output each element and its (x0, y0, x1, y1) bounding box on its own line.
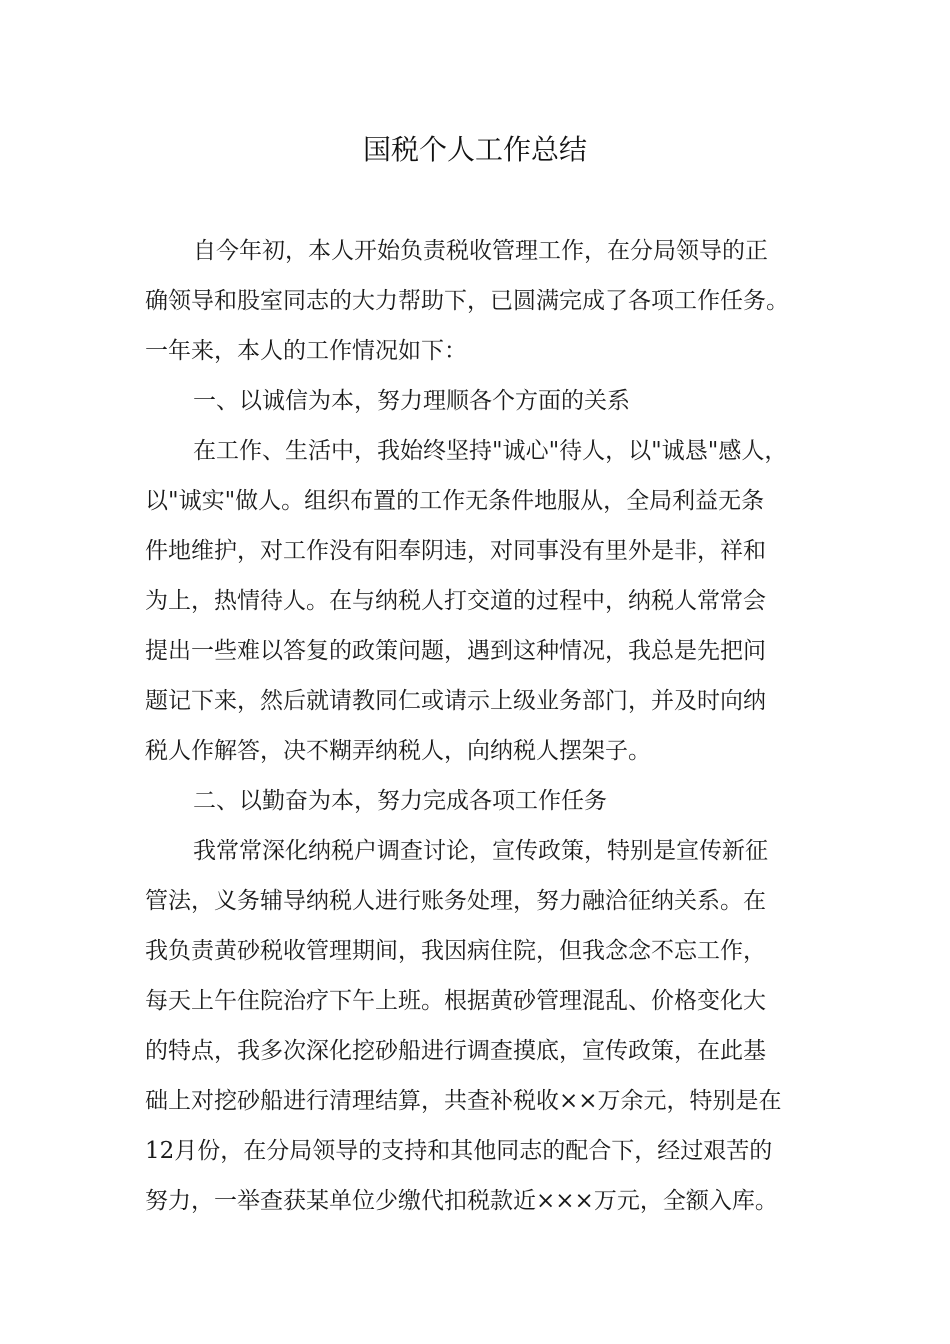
paragraph-line: 的特点，我多次深化挖砂船进行调查摸底，宣传政策，在此基 (145, 1038, 766, 1064)
paragraph-line: 税人作解答，决不糊弄纳税人，向纳税人摆架子。 (145, 738, 651, 764)
paragraph-line: 我常常深化纳税户调查讨论，宣传政策，特别是宣传新征 (193, 838, 768, 864)
paragraph-line: 管法，义务辅导纳税人进行账务处理，努力融洽征纳关系。在 (145, 888, 766, 914)
paragraph-line: 础上对挖砂船进行清理结算，共查补税收××万余元，特别是在 (145, 1088, 782, 1114)
paragraph-line: 题记下来，然后就请教同仁或请示上级业务部门，并及时向纳 (145, 688, 766, 714)
paragraph-line: 我负责黄砂税收管理期间，我因病住院，但我念念不忘工作， (145, 938, 766, 964)
document-body (145, 226, 825, 1226)
paragraph (145, 376, 825, 426)
paragraph (145, 226, 825, 376)
document-title: 国税个人工作总结 (362, 133, 587, 166)
paragraph-line: 提出一些难以答复的政策问题，遇到这种情况，我总是先把问 (145, 638, 766, 664)
paragraph-line: 自今年初，本人开始负责税收管理工作，在分局领导的正 (193, 238, 768, 264)
paragraph (145, 776, 825, 826)
paragraph (145, 826, 825, 1226)
paragraph-line: 以"诚实"做人。组织布置的工作无条件地服从，全局利益无条 (145, 488, 765, 514)
paragraph-line: 一、以诚信为本，努力理顺各个方面的关系 (193, 388, 630, 414)
paragraph-line: 在工作、生活中，我始终坚持"诚心"待人，以"诚恳"感人， (193, 438, 788, 464)
paragraph-line: 每天上午住院治疗下午上班。根据黄砂管理混乱、价格变化大 (145, 988, 766, 1014)
paragraph-line: 12月份，在分局领导的支持和其他同志的配合下，经过艰苦的 (145, 1138, 773, 1164)
paragraph-line: 二、以勤奋为本，努力完成各项工作任务 (193, 788, 607, 814)
paragraph (145, 426, 825, 776)
paragraph-line: 为上，热情待人。在与纳税人打交道的过程中，纳税人常常会 (145, 588, 766, 614)
paragraph-line: 一年来，本人的工作情况如下： (145, 338, 467, 364)
paragraph-line: 努力，一举查获某单位少缴代扣税款近×××万元，全额入库。 (145, 1188, 778, 1214)
paragraph-line: 确领导和股室同志的大力帮助下，已圆满完成了各项工作任务。 (145, 288, 789, 314)
paragraph-line: 件地维护，对工作没有阳奉阴违，对同事没有里外是非，祥和 (145, 538, 766, 564)
